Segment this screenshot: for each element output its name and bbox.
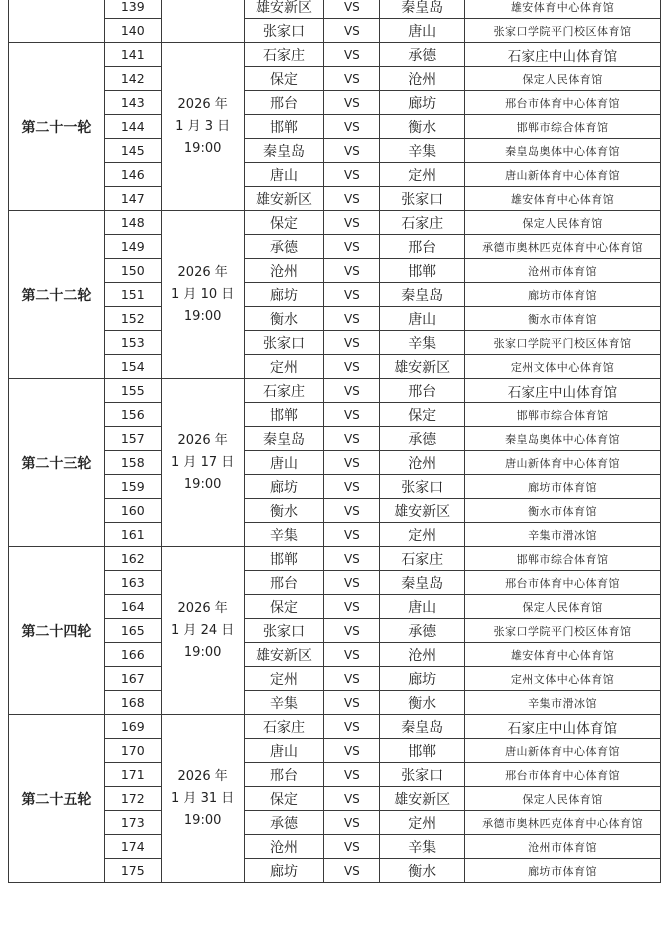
away-team: 唐山 <box>380 307 465 331</box>
home-team: 承德 <box>244 811 324 835</box>
game-number: 143 <box>104 91 161 115</box>
vs-label: VS <box>324 859 380 883</box>
away-team: 衡水 <box>380 115 465 139</box>
home-team: 廊坊 <box>244 475 324 499</box>
venue: 保定人民体育馆 <box>465 211 661 235</box>
home-team: 唐山 <box>244 451 324 475</box>
round-name: 第二十二轮 <box>9 211 105 379</box>
away-team: 唐山 <box>380 595 465 619</box>
home-team: 衡水 <box>244 307 324 331</box>
game-number: 140 <box>104 19 161 43</box>
table-row <box>9 43 661 67</box>
venue: 张家口学院平门校区体育馆 <box>465 331 661 355</box>
vs-label: VS <box>324 307 380 331</box>
table-row <box>9 715 661 739</box>
vs-label: VS <box>324 259 380 283</box>
home-team: 石家庄 <box>244 43 324 67</box>
vs-label: VS <box>324 355 380 379</box>
game-number: 156 <box>104 403 161 427</box>
venue: 邢台市体育中心体育馆 <box>465 571 661 595</box>
table-row <box>9 667 661 691</box>
vs-label: VS <box>324 331 380 355</box>
date-year: 2026 年 <box>177 96 228 112</box>
date-year: 2026 年 <box>177 432 228 448</box>
table-row <box>9 139 661 163</box>
table-row <box>9 259 661 283</box>
table-row <box>9 235 661 259</box>
away-team: 辛集 <box>380 139 465 163</box>
table-row <box>9 739 661 763</box>
table-row <box>9 811 661 835</box>
venue: 邯郸市综合体育馆 <box>465 403 661 427</box>
schedule-body <box>9 0 661 883</box>
away-team: 定州 <box>380 523 465 547</box>
away-team: 廊坊 <box>380 667 465 691</box>
date-cell <box>161 43 244 211</box>
table-row <box>9 115 661 139</box>
home-team: 雄安新区 <box>244 0 324 19</box>
start-time: 19:00 <box>183 812 222 828</box>
venue: 定州文体中心体育馆 <box>465 355 661 379</box>
vs-label: VS <box>324 691 380 715</box>
venue: 辛集市滑冰馆 <box>465 691 661 715</box>
date-year: 2026 年 <box>177 264 228 280</box>
venue: 承德市奥林匹克体育中心体育馆 <box>465 811 661 835</box>
game-number: 157 <box>104 427 161 451</box>
venue: 邯郸市综合体育馆 <box>465 115 661 139</box>
home-team: 张家口 <box>244 19 324 43</box>
home-team: 辛集 <box>244 691 324 715</box>
away-team: 邯郸 <box>380 739 465 763</box>
table-row <box>9 835 661 859</box>
date-year: 2026 年 <box>177 600 228 616</box>
venue: 沧州市体育馆 <box>465 835 661 859</box>
venue: 张家口学院平门校区体育馆 <box>465 619 661 643</box>
away-team: 廊坊 <box>380 91 465 115</box>
game-number: 160 <box>104 499 161 523</box>
game-number: 148 <box>104 211 161 235</box>
table-row <box>9 475 661 499</box>
date-day: 1 月 3 日 <box>175 118 231 134</box>
away-team: 秦皇岛 <box>380 571 465 595</box>
table-row <box>9 499 661 523</box>
date-day: 1 月 31 日 <box>171 790 235 806</box>
home-team: 保定 <box>244 787 324 811</box>
home-team: 邯郸 <box>244 115 324 139</box>
venue: 保定人民体育馆 <box>465 595 661 619</box>
home-team: 石家庄 <box>244 715 324 739</box>
away-team: 雄安新区 <box>380 499 465 523</box>
vs-label: VS <box>324 811 380 835</box>
vs-label: VS <box>324 187 380 211</box>
table-row <box>9 619 661 643</box>
venue: 保定人民体育馆 <box>465 67 661 91</box>
date-year: 2026 年 <box>177 768 228 784</box>
venue: 邯郸市综合体育馆 <box>465 547 661 571</box>
vs-label: VS <box>324 787 380 811</box>
table-row <box>9 355 661 379</box>
vs-label: VS <box>324 451 380 475</box>
table-row <box>9 595 661 619</box>
game-number: 162 <box>104 547 161 571</box>
away-team: 石家庄 <box>380 211 465 235</box>
table-row <box>9 0 661 19</box>
round-name: 第二十五轮 <box>9 715 105 883</box>
vs-label: VS <box>324 283 380 307</box>
venue: 廊坊市体育馆 <box>465 283 661 307</box>
vs-label: VS <box>324 523 380 547</box>
home-team: 沧州 <box>244 259 324 283</box>
game-number: 171 <box>104 763 161 787</box>
table-row <box>9 571 661 595</box>
venue: 廊坊市体育馆 <box>465 475 661 499</box>
game-number: 153 <box>104 331 161 355</box>
game-number: 164 <box>104 595 161 619</box>
game-number: 151 <box>104 283 161 307</box>
venue: 廊坊市体育馆 <box>465 859 661 883</box>
date-day: 1 月 10 日 <box>171 286 235 302</box>
date-day: 1 月 17 日 <box>171 454 235 470</box>
away-team: 衡水 <box>380 691 465 715</box>
table-row <box>9 91 661 115</box>
game-number: 166 <box>104 643 161 667</box>
table-row <box>9 331 661 355</box>
venue: 承德市奥林匹克体育中心体育馆 <box>465 235 661 259</box>
vs-label: VS <box>324 499 380 523</box>
venue: 雄安体育中心体育馆 <box>465 0 661 19</box>
home-team: 辛集 <box>244 523 324 547</box>
date-cell-prev <box>161 0 244 43</box>
vs-label: VS <box>324 403 380 427</box>
home-team: 廊坊 <box>244 283 324 307</box>
vs-label: VS <box>324 67 380 91</box>
table-row <box>9 187 661 211</box>
away-team: 石家庄 <box>380 547 465 571</box>
vs-label: VS <box>324 667 380 691</box>
table-row <box>9 211 661 235</box>
away-team: 辛集 <box>380 331 465 355</box>
game-number: 165 <box>104 619 161 643</box>
away-team: 沧州 <box>380 67 465 91</box>
home-team: 雄安新区 <box>244 643 324 667</box>
table-row <box>9 19 661 43</box>
home-team: 秦皇岛 <box>244 427 324 451</box>
table-row <box>9 403 661 427</box>
away-team: 张家口 <box>380 475 465 499</box>
home-team: 张家口 <box>244 619 324 643</box>
venue: 唐山新体育中心体育馆 <box>465 163 661 187</box>
table-row <box>9 547 661 571</box>
venue: 沧州市体育馆 <box>465 259 661 283</box>
vs-label: VS <box>324 91 380 115</box>
vs-label: VS <box>324 763 380 787</box>
table-row <box>9 283 661 307</box>
venue: 秦皇岛奥体中心体育馆 <box>465 427 661 451</box>
venue: 邢台市体育中心体育馆 <box>465 91 661 115</box>
vs-label: VS <box>324 835 380 859</box>
round-name: 第二十一轮 <box>9 43 105 211</box>
table-row <box>9 67 661 91</box>
venue: 定州文体中心体育馆 <box>465 667 661 691</box>
away-team: 邢台 <box>380 379 465 403</box>
game-number: 150 <box>104 259 161 283</box>
vs-label: VS <box>324 475 380 499</box>
home-team: 石家庄 <box>244 379 324 403</box>
vs-label: VS <box>324 595 380 619</box>
away-team: 保定 <box>380 403 465 427</box>
venue: 张家口学院平门校区体育馆 <box>465 19 661 43</box>
round-name: 第二十三轮 <box>9 379 105 547</box>
date-day: 1 月 24 日 <box>171 622 235 638</box>
away-team: 秦皇岛 <box>380 715 465 739</box>
venue: 石家庄中山体育馆 <box>465 43 661 67</box>
game-number: 172 <box>104 787 161 811</box>
away-team: 衡水 <box>380 859 465 883</box>
table-row <box>9 643 661 667</box>
away-team: 邯郸 <box>380 259 465 283</box>
home-team: 沧州 <box>244 835 324 859</box>
home-team: 邢台 <box>244 571 324 595</box>
home-team: 张家口 <box>244 331 324 355</box>
vs-label: VS <box>324 379 380 403</box>
table-row <box>9 163 661 187</box>
game-number: 139 <box>104 0 161 19</box>
home-team: 邢台 <box>244 91 324 115</box>
home-team: 定州 <box>244 667 324 691</box>
venue: 保定人民体育馆 <box>465 787 661 811</box>
schedule-table <box>8 0 661 883</box>
vs-label: VS <box>324 211 380 235</box>
table-row <box>9 307 661 331</box>
game-number: 147 <box>104 187 161 211</box>
venue: 秦皇岛奥体中心体育馆 <box>465 139 661 163</box>
game-number: 169 <box>104 715 161 739</box>
home-team: 定州 <box>244 355 324 379</box>
away-team: 承德 <box>380 427 465 451</box>
venue: 唐山新体育中心体育馆 <box>465 451 661 475</box>
venue: 雄安体育中心体育馆 <box>465 643 661 667</box>
game-number: 161 <box>104 523 161 547</box>
away-team: 定州 <box>380 811 465 835</box>
vs-label: VS <box>324 163 380 187</box>
vs-label: VS <box>324 115 380 139</box>
vs-label: VS <box>324 643 380 667</box>
date-cell <box>161 379 244 547</box>
game-number: 174 <box>104 835 161 859</box>
date-cell <box>161 547 244 715</box>
home-team: 雄安新区 <box>244 187 324 211</box>
venue: 石家庄中山体育馆 <box>465 715 661 739</box>
home-team: 邯郸 <box>244 403 324 427</box>
game-number: 145 <box>104 139 161 163</box>
game-number: 142 <box>104 67 161 91</box>
table-row <box>9 763 661 787</box>
away-team: 雄安新区 <box>380 355 465 379</box>
date-cell <box>161 715 244 883</box>
game-number: 170 <box>104 739 161 763</box>
game-number: 149 <box>104 235 161 259</box>
away-team: 沧州 <box>380 451 465 475</box>
home-team: 唐山 <box>244 739 324 763</box>
home-team: 衡水 <box>244 499 324 523</box>
home-team: 承德 <box>244 235 324 259</box>
game-number: 159 <box>104 475 161 499</box>
start-time: 19:00 <box>183 308 222 324</box>
away-team: 雄安新区 <box>380 787 465 811</box>
venue: 衡水市体育馆 <box>465 499 661 523</box>
home-team: 保定 <box>244 595 324 619</box>
venue: 辛集市滑冰馆 <box>465 523 661 547</box>
away-team: 邢台 <box>380 235 465 259</box>
home-team: 廊坊 <box>244 859 324 883</box>
away-team: 秦皇岛 <box>380 0 465 19</box>
game-number: 154 <box>104 355 161 379</box>
home-team: 唐山 <box>244 163 324 187</box>
game-number: 152 <box>104 307 161 331</box>
vs-label: VS <box>324 427 380 451</box>
home-team: 邢台 <box>244 763 324 787</box>
start-time: 19:00 <box>183 476 222 492</box>
vs-label: VS <box>324 0 380 19</box>
away-team: 唐山 <box>380 19 465 43</box>
vs-label: VS <box>324 619 380 643</box>
venue: 石家庄中山体育馆 <box>465 379 661 403</box>
game-number: 158 <box>104 451 161 475</box>
home-team: 保定 <box>244 211 324 235</box>
table-row <box>9 859 661 883</box>
game-number: 144 <box>104 115 161 139</box>
away-team: 沧州 <box>380 643 465 667</box>
away-team: 承德 <box>380 619 465 643</box>
game-number: 173 <box>104 811 161 835</box>
venue: 雄安体育中心体育馆 <box>465 187 661 211</box>
venue: 唐山新体育中心体育馆 <box>465 739 661 763</box>
table-row <box>9 691 661 715</box>
game-number: 141 <box>104 43 161 67</box>
vs-label: VS <box>324 571 380 595</box>
table-row <box>9 451 661 475</box>
away-team: 辛集 <box>380 835 465 859</box>
game-number: 175 <box>104 859 161 883</box>
table-row <box>9 379 661 403</box>
date-cell <box>161 211 244 379</box>
game-number: 167 <box>104 667 161 691</box>
start-time: 19:00 <box>183 644 222 660</box>
home-team: 保定 <box>244 67 324 91</box>
round-cell-prev <box>9 0 105 43</box>
start-time: 19:00 <box>183 140 222 156</box>
table-row <box>9 787 661 811</box>
away-team: 张家口 <box>380 187 465 211</box>
table-row <box>9 523 661 547</box>
venue: 邢台市体育中心体育馆 <box>465 763 661 787</box>
venue: 衡水市体育馆 <box>465 307 661 331</box>
away-team: 张家口 <box>380 763 465 787</box>
vs-label: VS <box>324 547 380 571</box>
away-team: 定州 <box>380 163 465 187</box>
vs-label: VS <box>324 43 380 67</box>
vs-label: VS <box>324 235 380 259</box>
vs-label: VS <box>324 715 380 739</box>
away-team: 承德 <box>380 43 465 67</box>
vs-label: VS <box>324 19 380 43</box>
game-number: 155 <box>104 379 161 403</box>
table-row <box>9 427 661 451</box>
vs-label: VS <box>324 139 380 163</box>
home-team: 秦皇岛 <box>244 139 324 163</box>
game-number: 163 <box>104 571 161 595</box>
round-name: 第二十四轮 <box>9 547 105 715</box>
game-number: 168 <box>104 691 161 715</box>
away-team: 秦皇岛 <box>380 283 465 307</box>
home-team: 邯郸 <box>244 547 324 571</box>
game-number: 146 <box>104 163 161 187</box>
vs-label: VS <box>324 739 380 763</box>
